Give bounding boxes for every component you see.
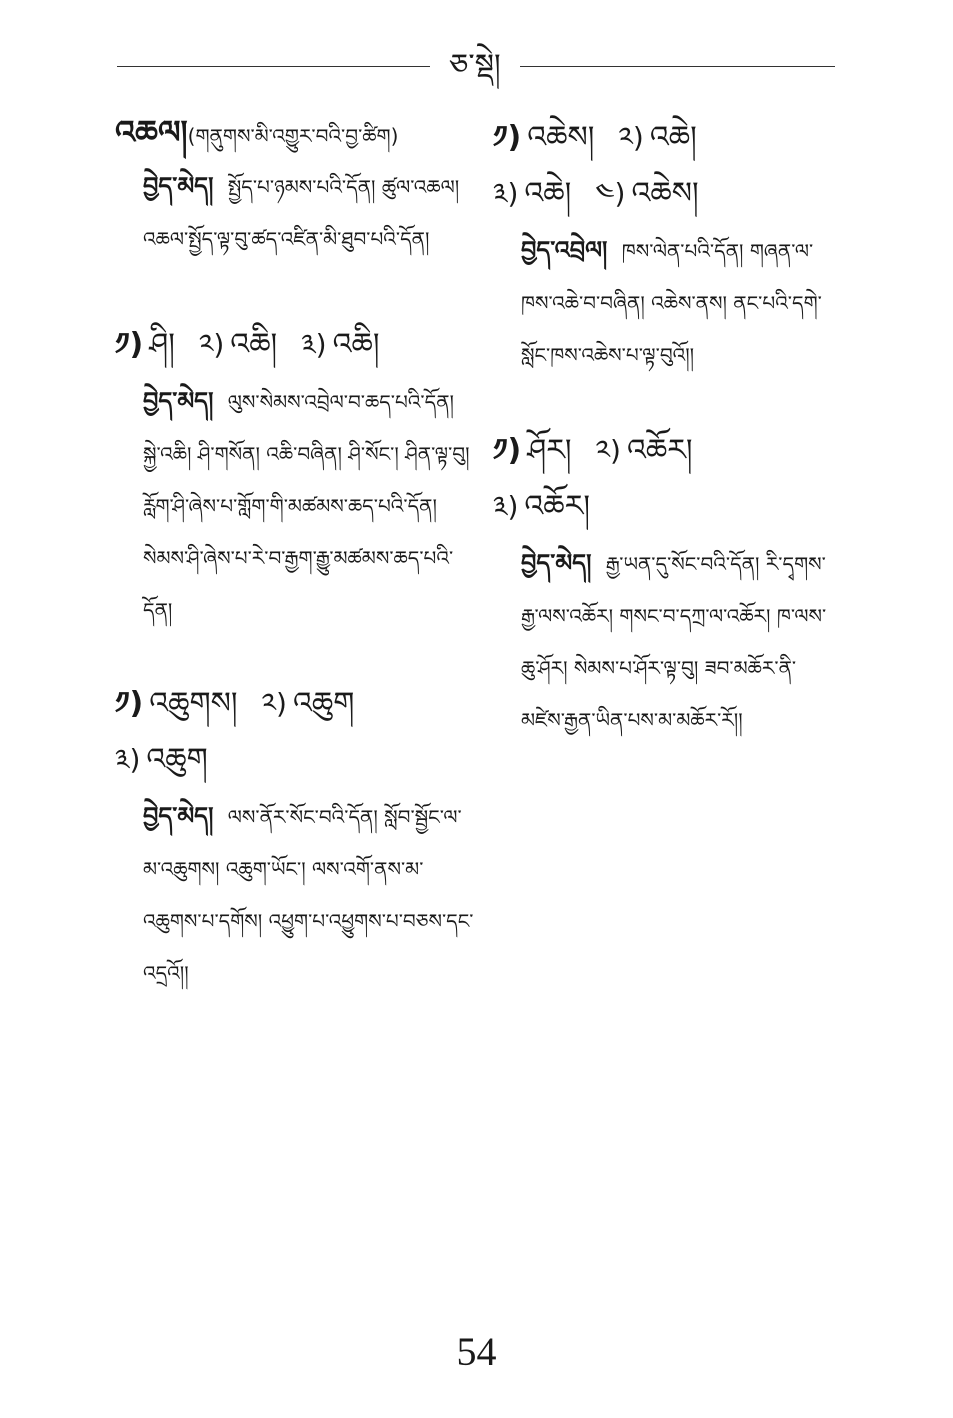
form-word: ཤོར། — [527, 433, 572, 468]
definition-label: བྱེད་མེད། — [143, 172, 214, 200]
definition — [521, 537, 838, 746]
form-number: ༡) — [115, 327, 144, 362]
headword-line — [115, 110, 475, 158]
headword-note: (གནུགས་མི་འགྱུར་བའི་བྱ་ཚིག) — [187, 124, 399, 148]
dictionary-entry — [493, 110, 838, 381]
form-number: ༣) — [301, 328, 327, 361]
dictionary-entry — [115, 110, 475, 265]
form-number: ༢) — [198, 328, 225, 361]
form-number: ༡) — [493, 433, 522, 468]
definition-text: སྤྱོད་པ་ཉམས་པའི་དོན། ཚུལ་འཆལ། འཆལ་སྤྱོད་ལྟ་བུ་ཚད་འཛིན་མི་ཐུབ་པའི་དོན། — [143, 175, 460, 251]
definition — [143, 375, 475, 636]
definition — [521, 224, 838, 381]
form-number: ༣) — [493, 490, 519, 523]
form-word: འཆི། — [230, 327, 278, 362]
dictionary-entry — [115, 317, 475, 636]
form-word: འཆུག — [292, 686, 355, 721]
definition-text: ལུས་སེམས་འབྲེལ་བ་ཆད་པའི་དོན། སྐྱེ་འཆི། ཤི་གསོན། འཆི་བཞིན། ཤི་སོང་། ཤིན་ལྟ་བུ། རློག་ཤི་ཞེས་པ་གློག་གི་མཚམས་ཆད་པའི་དོན། སེམས་ཤི་ཞེས་པ་རེ་བ་རྒྱག་རྒྱུ་མཚམས་ཆད་པའི་དོན། — [143, 390, 470, 622]
definition-text: ཁས་ལེན་པའི་དོན། གཞན་ལ་ཁས་འཆེ་བ་བཞིན། འཆེས་ནས། ནང་པའི་དགེ་སློང་ཁས་འཆེས་པ་ལྟ་བུའོ།། — [521, 239, 822, 367]
form-word: འཆོར། — [524, 489, 590, 524]
form-number: ༢) — [618, 121, 644, 154]
verb-forms-line — [493, 423, 838, 479]
dictionary-entry — [493, 423, 838, 746]
verb-forms-line — [493, 110, 838, 166]
verb-forms-line — [115, 732, 475, 788]
verb-forms-line — [493, 479, 838, 535]
definition-text: རྒྱ་ཡན་དུ་སོང་བའི་དོན། རི་དྭགས་རྒྱ་ལས་འཆོར། གསང་བ་དཀྲ་ལ་འཆོར། ཁ་ལས་ཆུ་ཤོར། སེམས་པ་ཤོར་ལྟ་བུ། ཟབ་མཆོར་ནི་མཛེས་རྒྱན་ཡིན་པས་མ་མཆོར་རོ།། — [521, 552, 827, 732]
form-word: འཆེ། — [524, 176, 572, 211]
form-number: ༣) — [493, 177, 519, 210]
form-number: ༢) — [595, 434, 621, 467]
form-word: འཆེས། — [631, 176, 699, 211]
left-column — [115, 110, 475, 999]
form-number: ༣) — [115, 743, 141, 776]
header-rule-left — [117, 66, 430, 67]
page-number: 54 — [456, 1329, 497, 1374]
form-word: ཤི། — [149, 327, 175, 362]
definition — [143, 160, 475, 265]
verb-forms-line — [493, 166, 838, 222]
form-word: འཆེ། — [649, 120, 697, 155]
form-number: ༤) — [595, 177, 626, 210]
form-word: འཆོར། — [626, 433, 693, 468]
form-number: ༢) — [261, 687, 287, 720]
definition-text: ལས་ནོར་སོང་བའི་དོན། སློབ་སྦྱོང་ལ་མ་འཆུགས། འཆུག་ཡོང་། ལས་འགོ་ནས་མ་འཆུགས་པ་དགོས། འཕྱུག་པ་འཕྱུགས་པ་བཅས་དང་འདྲའོ།། — [143, 805, 474, 985]
headword: འཆལ། — [115, 113, 188, 151]
form-word: འཆེས། — [527, 120, 595, 155]
definition-label: བྱེད་མེད། — [143, 802, 214, 830]
definition-label: བྱེད་འབྲེལ། — [521, 236, 608, 264]
form-word: འཆུག — [146, 742, 208, 777]
form-number: ༡) — [493, 120, 522, 155]
definition — [143, 790, 475, 999]
dictionary-entry — [115, 676, 475, 999]
definition-label: བྱེད་མེད། — [521, 549, 592, 577]
page-header-title: ཅ་སྡེ། — [449, 48, 501, 83]
definition-label: བྱེད་མེད། — [143, 387, 214, 415]
right-column — [493, 110, 838, 746]
form-word: འཆི། — [332, 327, 380, 362]
form-number: ༡) — [115, 686, 144, 721]
verb-forms-line — [115, 317, 475, 373]
header-rule-right — [520, 66, 835, 67]
form-word: འཆུགས། — [149, 686, 238, 721]
verb-forms-line — [115, 676, 475, 732]
